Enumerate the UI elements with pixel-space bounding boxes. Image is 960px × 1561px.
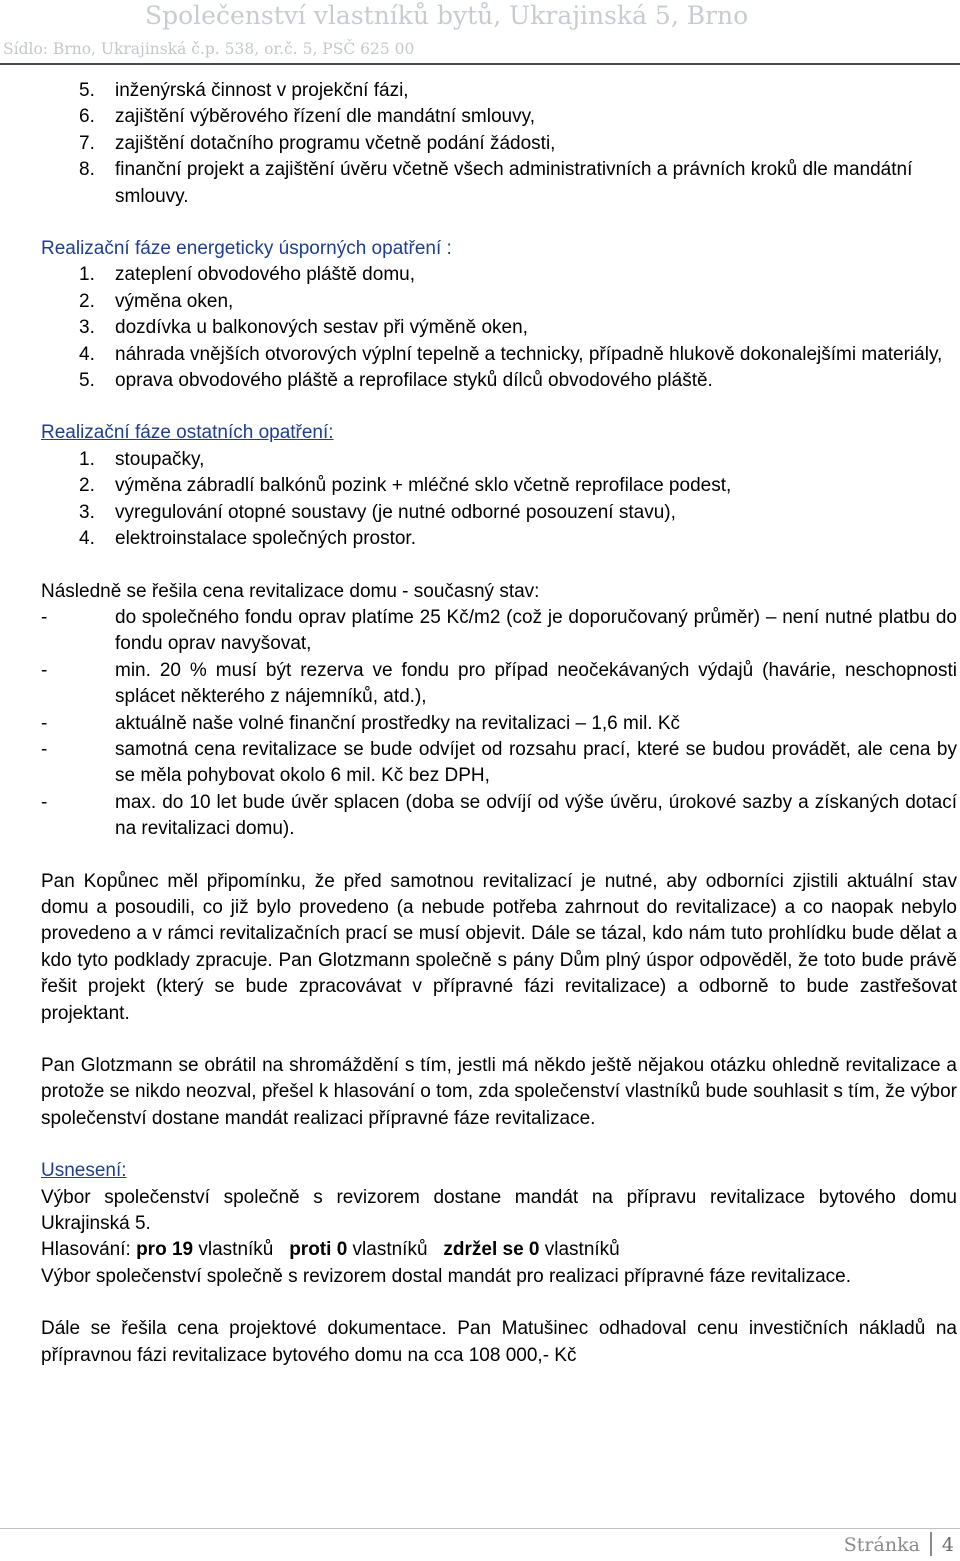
list-text: vyregulování otopné soustavy (je nutné odborné posouzení stavu),	[115, 501, 676, 523]
list-number: 5.	[79, 80, 95, 101]
vote-owners: vlastníků	[544, 1239, 620, 1261]
resolution-text: Výbor společenství společně s revizorem dostane mandát na přípravu revitalizace bytového domu Ukrajinská 5.	[41, 1186, 957, 1235]
list-item	[41, 368, 957, 394]
list-item: - samotná cena revitalizace se bude odvíjet od rozsahu prací, které se budou provádět, ale cena by se měla pohybovat okolo 6 mil. Kč bez DPH,	[41, 738, 957, 787]
list-text: elektroinstalace společných prostor.	[115, 528, 416, 550]
list-item: - min. 20 % musí být rezerva ve fondu pro případ neočekávaných výdajů (havárie, neschopnosti splácet některého z nájemníků, atd.),	[41, 659, 957, 708]
list-number: 2.	[79, 290, 95, 312]
list-item	[41, 473, 957, 499]
header-divider	[0, 63, 960, 65]
document-body	[41, 78, 957, 1369]
footer-divider	[0, 1528, 960, 1529]
list-text: do společného fondu oprav platíme 25 Kč/m2 (což je doporučovaný průměr) – není nutné platbu do fondu oprav navyšovat,	[115, 606, 957, 655]
list-text: náhrada vnějších otvorových výplní tepelně a technicky, případně hlukově dokonalejšími materiály,	[115, 343, 943, 365]
association-address: Sídlo: Brno, Ukrajinská č.p. 538, or.č. 5, PSČ 625 00	[3, 40, 415, 58]
list-item	[41, 315, 957, 341]
list-text: finanční projekt a zajištění úvěru včetně všech administrativních a právních kroků dle mandátní smlouvy.	[115, 159, 913, 207]
list-text: výměna zábradlí balkónů pozink + mléčné sklo včetně reprofilace podest,	[115, 475, 732, 497]
list-text: oprava obvodového pláště a reprofilace styků dílců obvodového pláště.	[115, 370, 713, 392]
page-value: 4	[941, 1534, 954, 1556]
vote-abstain: zdržel se 0	[443, 1239, 540, 1261]
list-number: 5.	[79, 370, 95, 392]
vote-label: Hlasování:	[41, 1239, 131, 1261]
list-item	[41, 262, 957, 288]
list-item	[41, 500, 957, 526]
energy-phase-list	[41, 262, 957, 394]
page-number	[844, 1532, 954, 1558]
vote-owners: vlastníků	[198, 1239, 274, 1261]
kopunec-paragraph: Pan Kopůnec měl připomínku, že před samotnou revitalizací je nutné, aby odborníci zjistili aktuální stav domu a posoudili, co již bylo provedeno (a nebude potřeba zahrnout do revitalizace) a co naopak nebylo provedeno a v rámci revitalizačních prací se musí objevit. Dále se tázal, kdo nám tuto prohlídku bude dělat a kdo tyto podklady zpracuje. Pan Glotzmann společně s pány Dům plný úspor odpověděl, že toto bude právě řešit projekt (který se bude zpracovávat v přípravné fázi revitalizace) a odborně to bude zastřešovat projektant.	[41, 870, 957, 1024]
vote-against: proti 0	[289, 1239, 348, 1261]
resolution-result: Výbor společenství společně s revizorem dostal mandát pro realizaci přípravné fáze revitalizace.	[41, 1265, 851, 1287]
list-item	[41, 131, 957, 157]
list-number: 3.	[79, 501, 95, 523]
preparatory-phase-list	[41, 78, 957, 210]
list-item: - max. do 10 let bude úvěr splacen (doba se odvíjí od výše úvěru, úrokové sazby a získaných dotací na revitalizaci domu).	[41, 791, 957, 840]
list-item	[41, 526, 957, 552]
other-phase-list	[41, 447, 957, 553]
price-list	[41, 605, 957, 843]
list-number: 7.	[79, 132, 95, 154]
list-item: - do společného fondu oprav platíme 25 Kč/m2 (což je doporučovaný průměr) – není nutné platbu do fondu oprav navyšovat,	[41, 606, 957, 655]
page-header	[0, 0, 960, 66]
list-text: min. 20 % musí být rezerva ve fondu pro případ neočekávaných výdajů (havárie, neschopnosti splácet některého z nájemníků, atd.),	[115, 659, 957, 708]
list-text: max. do 10 let bude úvěr splacen (doba se odvíjí od výše úvěru, úrokové sazby a získaných dotací na revitalizaci domu).	[115, 791, 957, 840]
resolution-heading: Usnesení:	[41, 1160, 127, 1182]
association-name: Společenství vlastníků bytů, Ukrajinská 5, Brno	[145, 1, 749, 30]
list-number: 4.	[79, 343, 95, 365]
list-number: 2.	[79, 475, 95, 497]
list-number: 6.	[79, 106, 95, 128]
vote-owners: vlastníků	[352, 1239, 428, 1261]
list-number: 1.	[79, 264, 95, 286]
list-text: inženýrská činnost v projekční fázi,	[115, 80, 409, 101]
list-item	[41, 104, 957, 130]
other-phase-heading: Realizační fáze ostatních opatření:	[41, 422, 334, 444]
page-footer	[0, 1524, 960, 1561]
list-text: zajištění dotačního programu včetně podání žádosti,	[115, 132, 556, 154]
page-label: Stránka	[843, 1534, 920, 1556]
list-text: zateplení obvodového pláště domu,	[115, 264, 415, 286]
page-separator	[930, 1532, 932, 1556]
list-text: výměna oken,	[115, 290, 234, 312]
list-text: stoupačky,	[115, 448, 205, 470]
list-item	[41, 78, 957, 104]
list-item	[41, 342, 957, 368]
list-item	[41, 447, 957, 473]
list-item	[41, 157, 957, 210]
list-number: 1.	[79, 448, 95, 470]
glotzmann-paragraph: Pan Glotzmann se obrátil na shromáždění s tím, jestli má někdo ještě nějakou otázku ohledně revitalizace a protože se nikdo neozval, přešel k hlasování o tom, zda společenství vlastníků bude souhlasit s tím, že výbor společenství dostane mandát realizaci přípravné fáze revitalizace.	[41, 1055, 957, 1129]
closing-paragraph: Dále se řešila cena projektové dokumentace. Pan Matušinec odhadoval cenu investičních nákladů na přípravnou fázi revitalizace bytového domu na cca 108 000,- Kč	[41, 1318, 957, 1366]
vote-for: pro 19	[136, 1239, 194, 1261]
vote-line	[41, 1237, 957, 1263]
list-number: 3.	[79, 317, 95, 339]
list-item	[41, 289, 957, 315]
list-text: dozdívka u balkonových sestav při výměně oken,	[115, 317, 528, 339]
list-text: aktuálně naše volné finanční prostředky na revitalizaci – 1,6 mil. Kč	[115, 712, 681, 734]
list-text: samotná cena revitalizace se bude odvíjet od rozsahu prací, které se budou provádět, ale cena by se měla pohybovat okolo 6 mil. Kč bez DPH,	[115, 738, 957, 787]
list-text: zajištění výběrového řízení dle mandátní smlouvy,	[115, 106, 535, 128]
list-number: 4.	[79, 528, 95, 550]
list-item: - aktuálně naše volné finanční prostředky na revitalizaci – 1,6 mil. Kč	[41, 712, 681, 734]
list-number: 8.	[79, 159, 95, 181]
energy-phase-heading: Realizační fáze energeticky úsporných opatření :	[41, 238, 452, 260]
price-heading: Následně se řešila cena revitalizace domu - současný stav:	[41, 580, 540, 602]
